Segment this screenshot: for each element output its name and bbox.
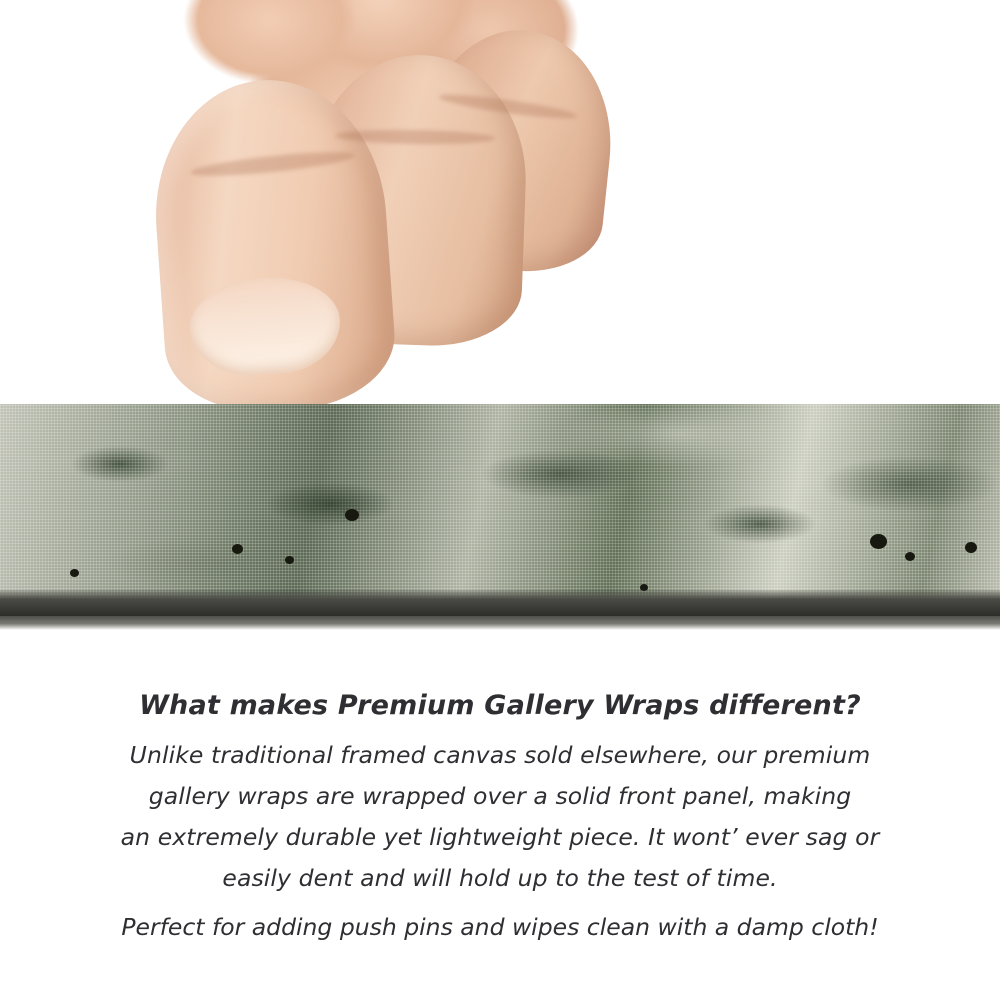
canvas-wrap-strip [0, 404, 1000, 616]
artwork-speck [345, 509, 359, 521]
caption-line-4: easily dent and will hold up to the test of time. [222, 864, 778, 892]
caption-line-3: an extremely durable yet lightweight piece. It wont’ ever sag or [120, 823, 880, 851]
artwork-speck [232, 544, 243, 554]
canvas-weave-texture [0, 404, 1000, 616]
artwork-speck [70, 569, 79, 577]
artwork-speck [965, 542, 977, 553]
canvas-under-shadow [0, 616, 1000, 630]
caption-block [0, 690, 1000, 948]
artwork-speck [870, 534, 887, 549]
caption-final-line: Perfect for adding push pins and wipes clean with a damp cloth! [121, 913, 879, 941]
caption-line-1: Unlike traditional framed canvas sold elsewhere, our premium [129, 741, 871, 769]
artwork-speck [285, 556, 294, 564]
caption-line-2: gallery wraps are wrapped over a solid front panel, making [148, 782, 852, 810]
caption-heading: What makes Premium Gallery Wraps different? [139, 690, 861, 721]
hand-image [120, 0, 590, 420]
canvas-edge-shadow [0, 590, 1000, 616]
artwork-speck [905, 552, 915, 561]
